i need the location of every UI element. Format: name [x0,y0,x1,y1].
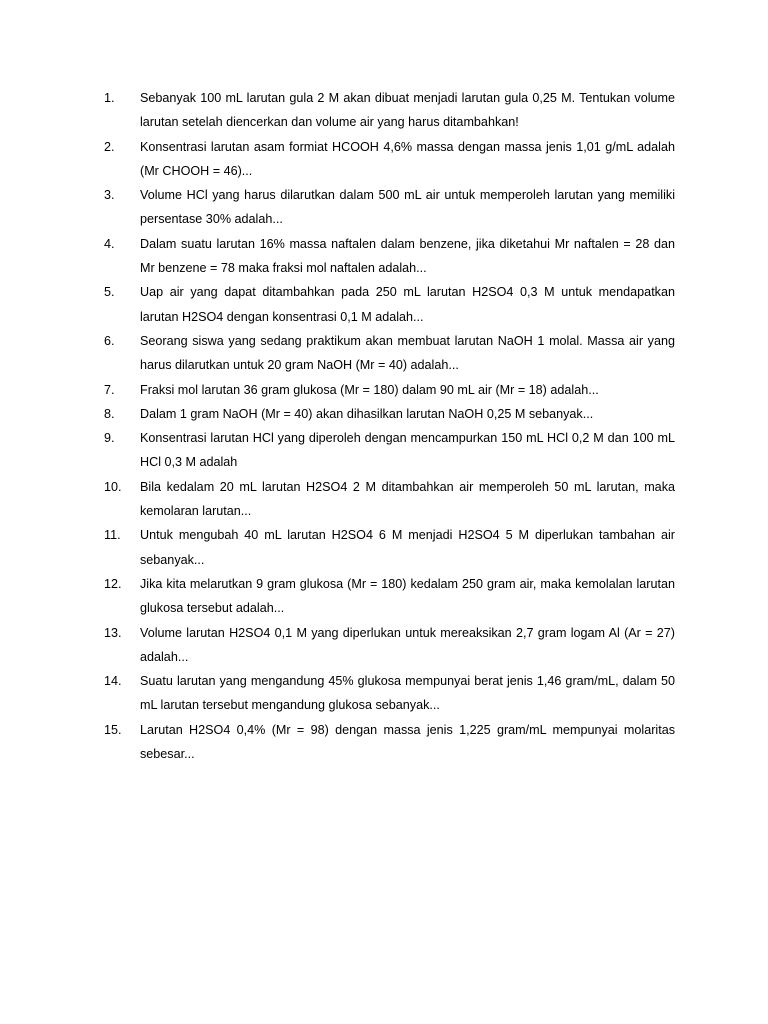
question-text: Dalam suatu larutan 16% massa naftalen dalam benzene, jika diketahui Mr naftalen = 28 dan Mr benzene = 78 maka fraksi mol naftalen adalah... [140,236,675,276]
question-number: 8. [104,406,115,421]
question-number: 5. [104,285,115,300]
question-item [104,718,675,767]
question-item [104,523,675,572]
question-item [104,232,675,281]
question-text: Konsentrasi larutan HCl yang diperoleh dengan mencampurkan 150 mL HCl 0,2 M dan 100 mL HCl 0,3 M adalah [140,431,675,470]
question-item [104,475,675,524]
question-text: Jika kita melarutkan 9 gram glukosa (Mr = 180) kedalam 250 gram air, maka kemolalan larutan glukosa tersebut adalah... [140,576,675,616]
question-text: Uap air yang dapat ditambahkan pada 250 mL larutan H2SO4 0,3 M untuk mendapatkan larutan H2SO4 dengan konsentrasi 0,1 M adalah... [140,285,675,324]
question-item [104,329,675,378]
question-text: Untuk mengubah 40 mL larutan H2SO4 6 M menjadi H2SO4 5 M diperlukan tambahan air sebanyak... [140,528,675,567]
question-item [104,621,675,670]
question-item [104,135,675,184]
question-number: 13. [104,625,122,640]
question-text: Volume HCl yang harus dilarutkan dalam 500 mL air untuk memperoleh larutan yang memiliki persentase 30% adalah... [140,188,675,227]
question-item [104,86,675,135]
question-text: Larutan H2SO4 0,4% (Mr = 98) dengan massa jenis 1,225 gram/mL mempunyai molaritas sebesar... [140,722,675,762]
question-list [104,86,675,766]
question-number: 10. [104,479,122,494]
question-text: Konsentrasi larutan asam formiat HCOOH 4,6% massa dengan massa jenis 1,01 g/mL adalah (Mr CHOOH = 46)... [140,139,675,178]
question-item [104,183,675,232]
question-text: Seorang siswa yang sedang praktikum akan membuat larutan NaOH 1 molal. Massa air yang harus dilarutkan untuk 20 gram NaOH (Mr = 40) adalah... [140,333,675,373]
question-number: 9. [104,431,115,446]
question-number: 15. [104,722,122,737]
question-number: 2. [104,139,115,154]
question-number: 14. [104,674,122,689]
question-number: 6. [104,333,115,348]
question-item [104,426,675,475]
question-text: Volume larutan H2SO4 0,1 M yang diperlukan untuk mereaksikan 2,7 gram logam Al (Ar = 27) adalah... [140,625,675,664]
question-text: Suatu larutan yang mengandung 45% glukosa mempunyai berat jenis 1,46 gram/mL, dalam 50 mL larutan tersebut mengandung glukosa sebanyak... [140,674,675,713]
question-item [104,402,675,426]
question-item [104,378,675,402]
question-text: Sebanyak 100 mL larutan gula 2 M akan dibuat menjadi larutan gula 0,25 M. Tentukan volume larutan setelah diencerkan dan volume air yang harus ditambahkan! [140,91,675,130]
question-item [104,669,675,718]
question-item [104,572,675,621]
question-item [104,280,675,329]
question-number: 3. [104,188,115,203]
question-number: 7. [104,382,115,397]
question-number: 12. [104,576,122,591]
question-text: Dalam 1 gram NaOH (Mr = 40) akan dihasilkan larutan NaOH 0,25 M sebanyak... [140,406,594,421]
question-number: 4. [104,236,115,251]
question-number: 1. [104,91,115,105]
question-text: Bila kedalam 20 mL larutan H2SO4 2 M ditambahkan air memperoleh 50 mL larutan, maka kemolaran larutan... [140,479,675,519]
question-number: 11. [104,528,121,543]
question-text: Fraksi mol larutan 36 gram glukosa (Mr = 180) dalam 90 mL air (Mr = 18) adalah... [140,382,599,397]
